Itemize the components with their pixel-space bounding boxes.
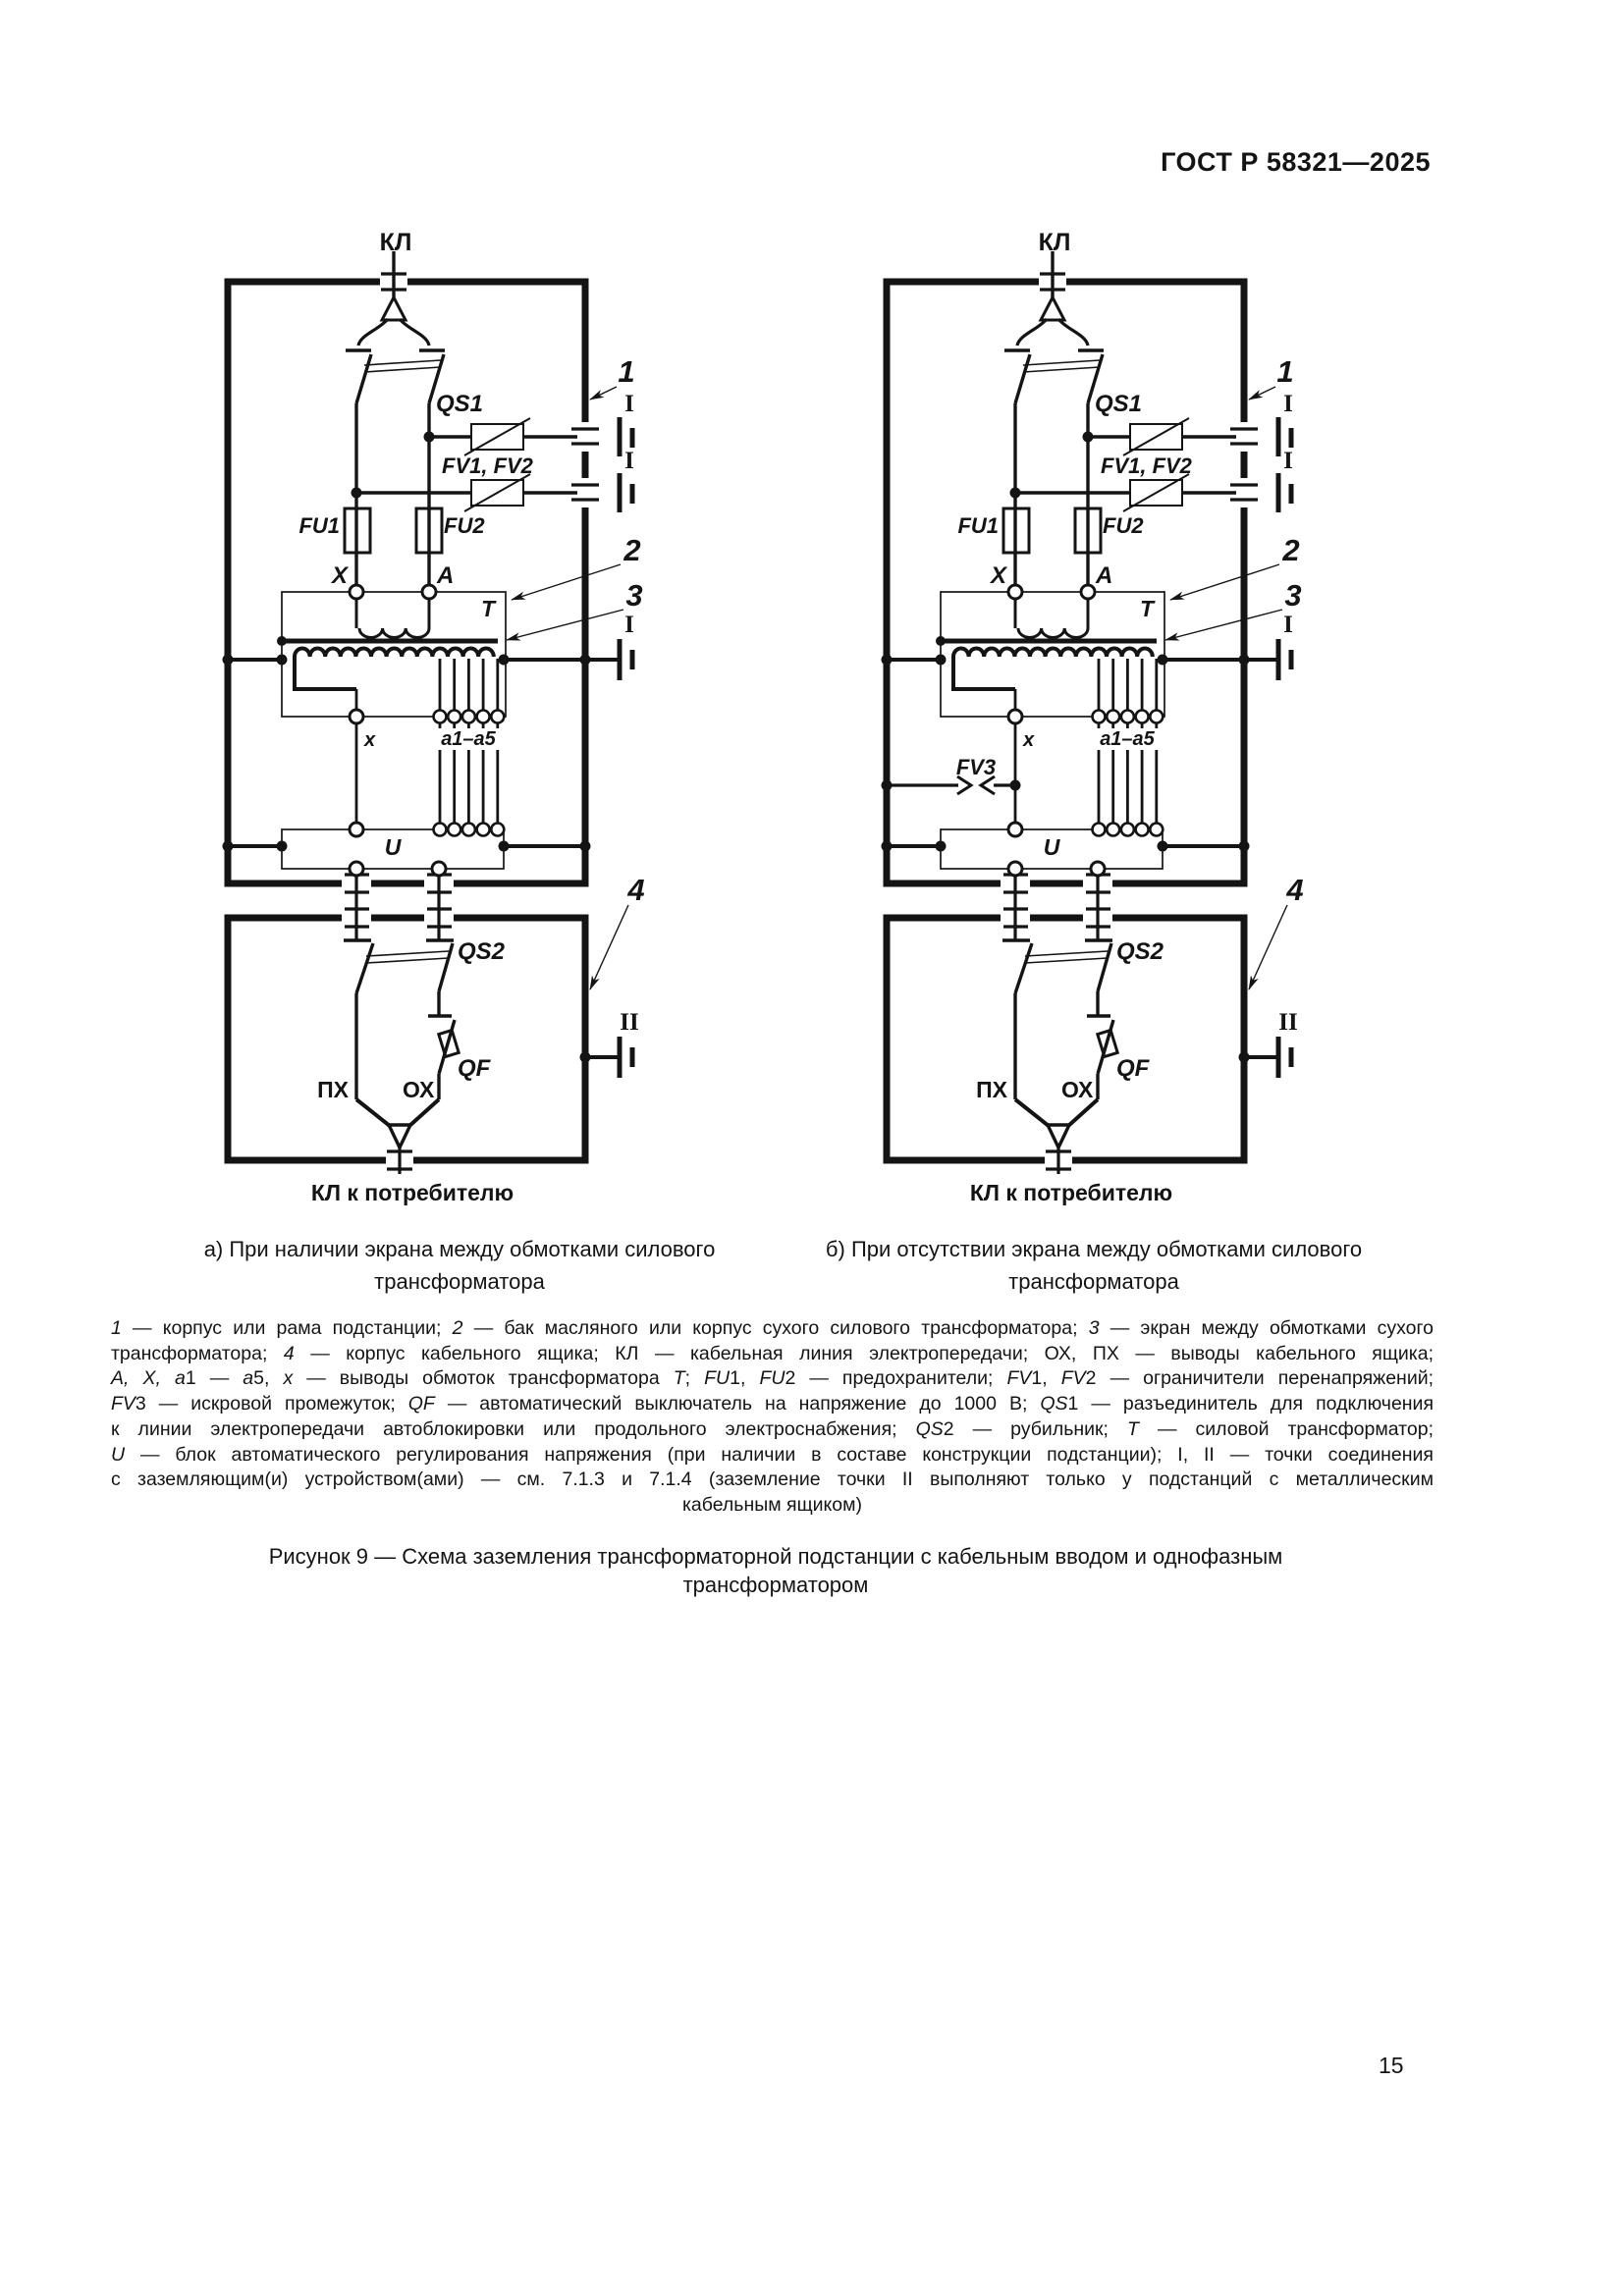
- caption-b-line2: трансформатора: [1008, 1269, 1179, 1294]
- legend-line: U — блок автоматического регулирования напряжения (при наличии в составе конструкции подстанции); I, II — точки соединения: [111, 1443, 1434, 1466]
- legend-line: к линии электропередачи автоблокировки или продольного электроснабжения; QS2 — рубильник; T — силовой трансформатор;: [111, 1417, 1435, 1440]
- page-number: 15: [1379, 2053, 1404, 2078]
- caption-a-line1: а) При наличии экрана между обмотками силового: [203, 1237, 716, 1261]
- diagram-b: [882, 229, 1304, 1205]
- legend-line: с заземляющим(и) устройством(ами) — см. 7.1.3 и 7.1.4 (заземление точки II выполняют только у подстанций с металлическим: [111, 1468, 1434, 1491]
- caption-b: [770, 1233, 1418, 1298]
- legend-line: 1 — корпус или рама подстанции; 2 — бак масляного или корпус сухого силового трансформатора; 3 — экран между обмотками сухого: [111, 1317, 1434, 1339]
- figure-title: [118, 1543, 1434, 1599]
- legend: [111, 1316, 1434, 1519]
- caption-b-line1: б) При отсутствии экрана между обмотками силового: [825, 1237, 1363, 1261]
- legend-line: кабельным ящиком): [681, 1493, 863, 1516]
- standard-header: ГОСТ Р 58321—2025: [1161, 147, 1431, 177]
- legend-line: трансформатора; 4 — корпус кабельного ящика; КЛ — кабельная линия электропередачи; ОХ, ПХ — выводы кабельного ящика;: [111, 1342, 1434, 1364]
- fv3-label: FV3: [955, 755, 997, 779]
- caption-a: [135, 1233, 784, 1298]
- figure-title-line1: Рисунок 9 — Схема заземления трансформаторной подстанции с кабельным вводом и однофазным: [268, 1544, 1283, 1569]
- legend-line: FV3 — искровой промежуток; QF — автоматический выключатель на напряжение до 1000 В; QS1 — разъединитель для подключения: [111, 1393, 1435, 1415]
- caption-a-line2: трансформатора: [374, 1269, 545, 1294]
- diagram-a: [223, 229, 645, 1205]
- spark-gap-fv3: [882, 755, 1021, 794]
- figure-title-line2: трансформатором: [682, 1572, 869, 1597]
- legend-line: A, X, a1 — a5, x — выводы обмоток трансформатора T; FU1, FU2 — предохранители; FV1, FV2 — ограничители перенапряжений;: [111, 1367, 1435, 1390]
